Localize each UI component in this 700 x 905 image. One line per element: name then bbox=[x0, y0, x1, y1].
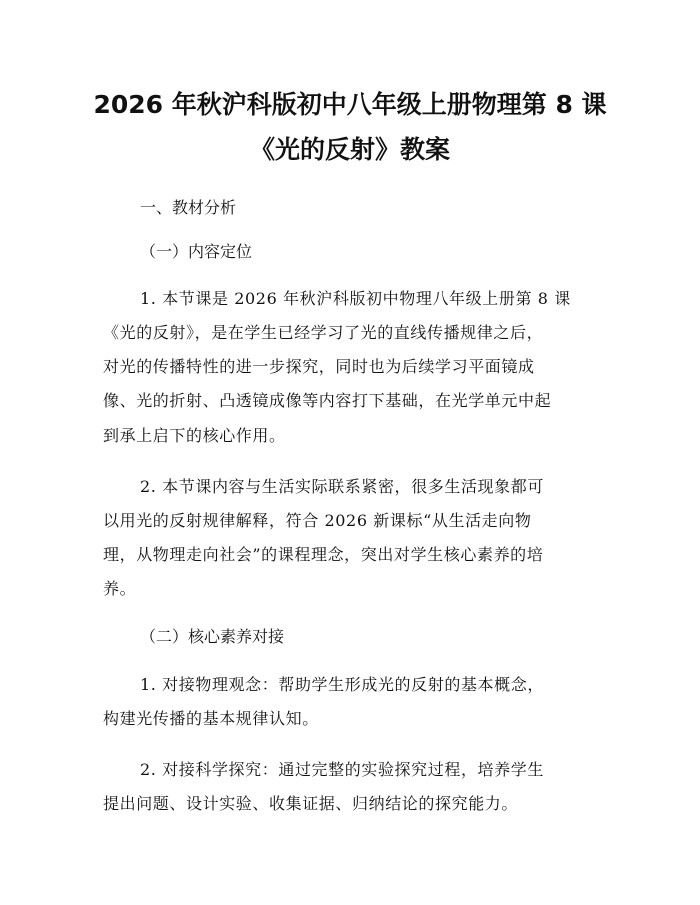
paragraph-line: 像、光的折射、凸透镜成像等内容打下基础，在光学单元中起 bbox=[103, 391, 552, 410]
paragraph-line: 理，从物理走向社会”的课程理念，突出对学生核心素养的培 bbox=[103, 545, 544, 564]
paragraph-line: 养。 bbox=[103, 579, 137, 598]
document-title-line-1: 2026 年秋沪科版初中八年级上册物理第 8 课 bbox=[93, 90, 607, 119]
document-title-line-2: 《光的反射》教案 bbox=[249, 135, 450, 164]
paragraph-line: 1. 本节课是 2026 年秋沪科版初中物理八年级上册第 8 课 bbox=[140, 289, 571, 308]
paragraph-line: 2. 本节课内容与生活实际联系紧密，很多生活现象都可 bbox=[140, 477, 544, 496]
subsection-heading-content-positioning: （一）内容定位 bbox=[140, 242, 253, 261]
paragraph-line: 《光的反射》，是在学生已经学习了光的直线传播规律之后， bbox=[103, 323, 544, 342]
paragraph-line: 构建光传播的基本规律认知。 bbox=[103, 709, 319, 728]
paragraph-line: 2. 对接科学探究：通过完整的实验探究过程，培养学生 bbox=[140, 760, 544, 779]
section-heading-teaching-material-analysis: 一、教材分析 bbox=[140, 198, 237, 217]
paragraph-line: 1. 对接物理观念：帮助学生形成光的反射的基本概念， bbox=[140, 675, 544, 694]
paragraph-line: 到承上启下的核心作用。 bbox=[103, 426, 286, 445]
subsection-heading-core-literacy: （二）核心素养对接 bbox=[140, 627, 285, 646]
paragraph-line: 以用光的反射规律解释，符合 2026 新课标“从生活走向物 bbox=[103, 511, 532, 530]
paragraph-line: 对光的传播特性的进一步探究，同时也为后续学习平面镜成 bbox=[103, 357, 535, 376]
paragraph-line: 提出问题、设计实验、收集证据、归纳结论的探究能力。 bbox=[103, 794, 519, 813]
